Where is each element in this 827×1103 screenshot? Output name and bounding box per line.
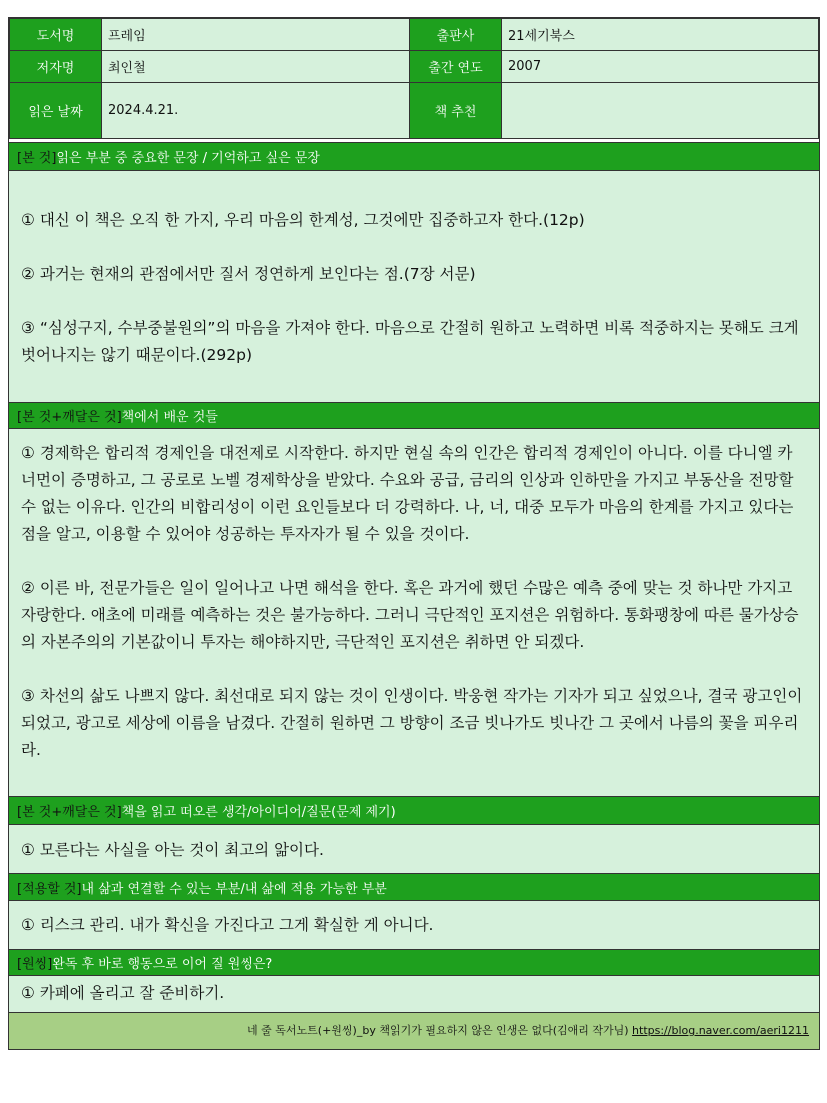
recommend-label: 책 추천 bbox=[410, 83, 502, 139]
list-item: ③ 차선의 삶도 나쁘지 않다. 최선대로 되지 않는 것이 인생이다. 박웅현 작가는 기자가 되고 싶었으나, 결국 광고인이 되었고, 광고로 세상에 이름을 남겼다. 간절히 원하면 그 방향이 조금 빗나가도 빗나간 그 곳에서 나름의 꽃을 피우리라. bbox=[21, 687, 803, 759]
section-title: 완독 후 바로 행동으로 이어 질 원씽은? bbox=[52, 957, 273, 972]
section-tag: [적용할 것] bbox=[17, 881, 82, 897]
section-title: 읽은 부분 중 중요한 문장 / 기억하고 싶은 문장 bbox=[56, 151, 320, 166]
book-info-table bbox=[9, 18, 819, 139]
author-label: 저자명 bbox=[10, 51, 102, 83]
blog-link[interactable]: https://blog.naver.com/aeri1211 bbox=[632, 1024, 809, 1037]
section-tag: [본 것+깨달은 것] bbox=[17, 805, 122, 820]
list-item: ② 이른 바, 전문가들은 일이 일어나고 나면 해석을 한다. 혹은 과거에 했던 수많은 예측 중에 맞는 것 하나만 가지고 자랑한다. 애초에 미래를 예측하는 것은 불가능하다. 그러니 극단적인 포지션은 위험하다. 통화팽창에 따른 물가상승의 자본주의의 기본값이니 투자는 해야하지만, 극단적인 포지션은 취하면 안 되겠다. bbox=[21, 579, 799, 651]
section-header-apply bbox=[9, 873, 819, 901]
section-title: 내 삶과 연결할 수 있는 부분/내 삶에 적용 가능한 부분 bbox=[81, 881, 387, 897]
list-item: ③ “심성구지, 수부중불원의”의 마음을 가져야 한다. 마음으로 간절히 원하고 노력하면 비록 적중하지는 못해도 크게 벗어나지는 않기 때문이다.(292p) bbox=[21, 319, 799, 364]
section-body-one-thing bbox=[9, 976, 819, 1012]
read-date-label: 읽은 날짜 bbox=[10, 83, 102, 139]
title-value: 프레임 bbox=[102, 19, 410, 51]
section-body-ideas bbox=[9, 825, 819, 873]
section-tag: [본 것] bbox=[17, 151, 57, 166]
list-item: ① 리스크 관리. 내가 확신을 가진다고 그게 확실한 게 아니다. bbox=[21, 916, 434, 934]
footer-credit bbox=[9, 1012, 819, 1049]
read-date-value: 2024.4.21. bbox=[102, 83, 410, 139]
section-header-ideas bbox=[9, 796, 819, 825]
section-tag: [본 것+깨달은 것] bbox=[17, 410, 122, 425]
section-header-important-sentences bbox=[9, 142, 819, 171]
section-header-one-thing bbox=[9, 949, 819, 976]
author-value: 최인철 bbox=[102, 51, 410, 83]
section-title: 책에서 배운 것들 bbox=[121, 410, 218, 425]
list-item: ① 경제학은 합리적 경제인을 대전제로 시작한다. 하지만 현실 속의 인간은 합리적 경제인이 아니다. 이를 다니엘 카너먼이 증명하고, 그 공로로 노벨 경제학상을 받았다. 수요와 공급, 금리의 인상과 인하만을 가지고 부동산을 전망할 수 없는 이유다. 인간의 비합리성이 이런 요인들보다 더 강력하다. 나, 너, 대중 모두가 마음의 한계를 가지고 있다는 점을 알고, 이용할 수 있어야 성공하는 투자자가 될 수 있을 것이다. bbox=[21, 444, 794, 543]
year-label: 출간 연도 bbox=[410, 51, 502, 83]
reading-note-sheet bbox=[8, 17, 820, 1050]
recommend-value bbox=[502, 83, 819, 139]
list-item: ② 과거는 현재의 관점에서만 질서 정연하게 보인다는 점.(7장 서문) bbox=[21, 265, 476, 283]
section-body-apply bbox=[9, 901, 819, 949]
section-title: 책을 읽고 떠오른 생각/아이디어/질문(문제 제기) bbox=[121, 805, 396, 820]
section-tag: [원씽] bbox=[17, 957, 53, 972]
list-item: ① 대신 이 책은 오직 한 가지, 우리 마음의 한계성, 그것에만 집중하고자 한다.(12p) bbox=[21, 211, 585, 229]
list-item: ① 카페에 올리고 잘 준비하기. bbox=[21, 984, 225, 1002]
list-item: ① 모른다는 사실을 아는 것이 최고의 앎이다. bbox=[21, 841, 324, 859]
footer-text: 네 줄 독서노트(+원씽)_by 책읽기가 필요하지 않은 인생은 없다(김애리 작가님) bbox=[247, 1024, 629, 1037]
title-label: 도서명 bbox=[10, 19, 102, 51]
section-body-lessons bbox=[9, 429, 819, 796]
publisher-value: 21세기북스 bbox=[502, 19, 819, 51]
publisher-label: 출판사 bbox=[410, 19, 502, 51]
section-body-important-sentences bbox=[9, 171, 819, 402]
year-value: 2007 bbox=[502, 51, 819, 83]
section-header-lessons bbox=[9, 402, 819, 429]
